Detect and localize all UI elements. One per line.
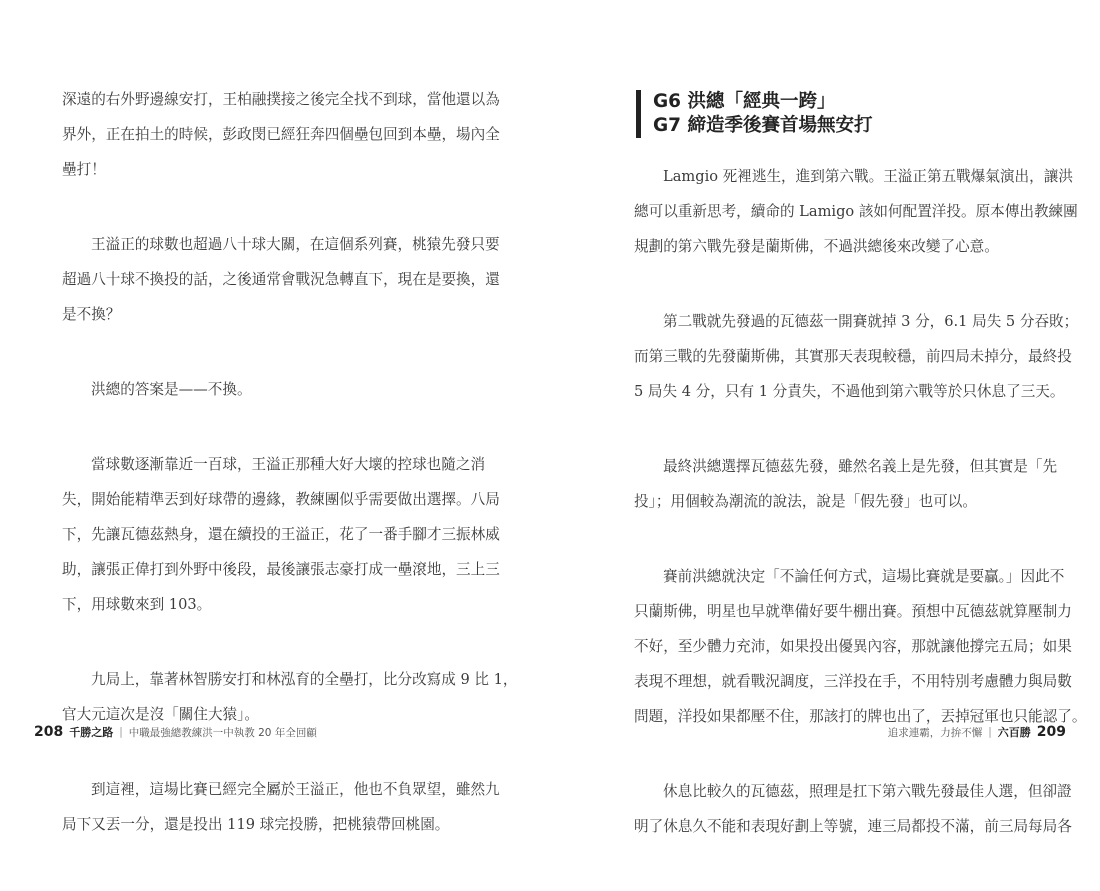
text-line: 第二戰就先發過的瓦德茲一開賽就掉 3 分，6.1 局失 5 分吞敗；	[663, 313, 1079, 330]
paragraph	[634, 456, 1058, 526]
text-line: 最終洪總選擇瓦德茲先發，雖然名義上是先發，但其實是「先	[663, 458, 1058, 475]
paragraph	[62, 234, 500, 339]
text-line: 下，先讓瓦德茲熱身，還在續投的王溢正，花了一番手腳才三振林威	[62, 526, 500, 543]
text-line: 投」；用個較為潮流的說法，說是「假先發」也可以。	[634, 493, 977, 510]
text-line: 局下又丟一分，還是投出 119 球完投勝，把桃猿帶回桃園。	[62, 816, 450, 833]
paragraph	[62, 89, 500, 194]
left-page-body	[62, 89, 518, 889]
text-line: 只蘭斯佛，明星也早就準備好要牛棚出賽。預想中瓦德茲就算壓制力	[634, 603, 1072, 620]
paragraph	[62, 779, 500, 849]
paragraph	[634, 311, 1079, 416]
text-line: 失，開始能精準丟到好球帶的邊緣，教練團似乎需要做出選擇。八局	[62, 491, 500, 508]
text-line: 當球數逐漸靠近一百球，王溢正那種大好大壞的控球也隨之消	[91, 456, 486, 473]
text-line: 5 局失 4 分，只有 1 分責失，不過他到第六戰等於只休息了三天。	[634, 383, 1065, 400]
paragraph	[634, 166, 1078, 271]
page-number: 208	[34, 724, 64, 740]
text-line: 明了休息久不能和表現好劃上等號，連三局都投不滿，前三局每局各	[634, 818, 1072, 835]
paragraph	[62, 379, 465, 414]
heading-line-1: G6 洪總「經典一跨」	[653, 91, 836, 112]
text-line: 到這裡，這場比賽已經完全屬於王溢正，他也不負眾望，雖然九	[91, 781, 500, 798]
text-line: 界外，正在拍土的時候，彭政閔已經狂奔四個壘包回到本壘，場內全	[62, 126, 500, 143]
right-footer	[888, 724, 1066, 740]
text-line: 休息比較久的瓦德茲，照理是扛下第六戰先發最佳人選，但卻證	[663, 783, 1072, 800]
paragraph	[634, 781, 1072, 851]
paragraph	[62, 454, 500, 629]
text-line: 賽前洪總就決定「不論任何方式，這場比賽就是要贏。」因此不	[663, 568, 1065, 585]
text-line: 是不換？	[62, 306, 121, 323]
left-footer	[34, 724, 317, 740]
text-line: Lamgio 死裡逃生，進到第六戰。王溢正第五戰爆氣演出，讓洪	[663, 168, 1073, 185]
footer-separator: |	[119, 726, 123, 738]
text-line: 下，用球數來到 103。	[62, 596, 212, 613]
text-line: 表現不理想，就看戰況調度，三洋投在手，不用特別考慮體力與局數	[634, 673, 1072, 690]
text-line: 總可以重新思考，續命的 Lamigo 該如何配置洋投。原本傳出教練團	[634, 203, 1078, 220]
text-line: 壘打！	[62, 161, 106, 178]
book-subtitle: 中職最強總教練洪一中執教 20 年全回顧	[128, 726, 317, 739]
heading-line-2: G7 締造季後賽首場無安打	[653, 115, 873, 136]
section-heading	[636, 90, 873, 138]
text-line: 王溢正的球數也超過八十球大關，在這個系列賽，桃猿先發只要	[91, 236, 500, 253]
text-line: 問題，洋投如果都壓不住，那該打的牌也出了，丟掉冠軍也只能認了。	[634, 708, 1087, 725]
text-line: 九局上，靠著林智勝安打和林泓育的全壘打，比分改寫成 9 比 1，	[91, 671, 518, 688]
book-title: 千勝之路	[69, 726, 114, 739]
page-number: 209	[1036, 724, 1066, 740]
text-line: 不好，至少體力充沛，如果投出優異內容，那就讓他撐完五局；如果	[634, 638, 1072, 655]
text-line: 而第三戰的先發蘭斯佛，其實那天表現較穩，前四局未掉分，最終投	[634, 348, 1072, 365]
text-line: 超過八十球不換投的話，之後通常會戰況急轉直下，現在是要換，還	[62, 271, 500, 288]
running-title: 追求連霸，力拚不懈	[887, 726, 983, 739]
text-line: 官大元這次是沒「關住大猿」。	[62, 706, 260, 723]
text-line: 助，讓張正偉打到外野中後段，最後讓張志豪打成一壘滾地，三上三	[62, 561, 500, 578]
text-line: 洪總的答案是——不換。	[91, 381, 252, 398]
text-line: 深遠的右外野邊線安打，王柏融撲接之後完全找不到球，當他還以為	[62, 91, 500, 108]
footer-separator: |	[988, 726, 992, 738]
chapter-title: 六百勝	[997, 726, 1031, 739]
text-line: 規劃的第六戰先發是蘭斯佛，不過洪總後來改變了心意。	[634, 238, 999, 255]
